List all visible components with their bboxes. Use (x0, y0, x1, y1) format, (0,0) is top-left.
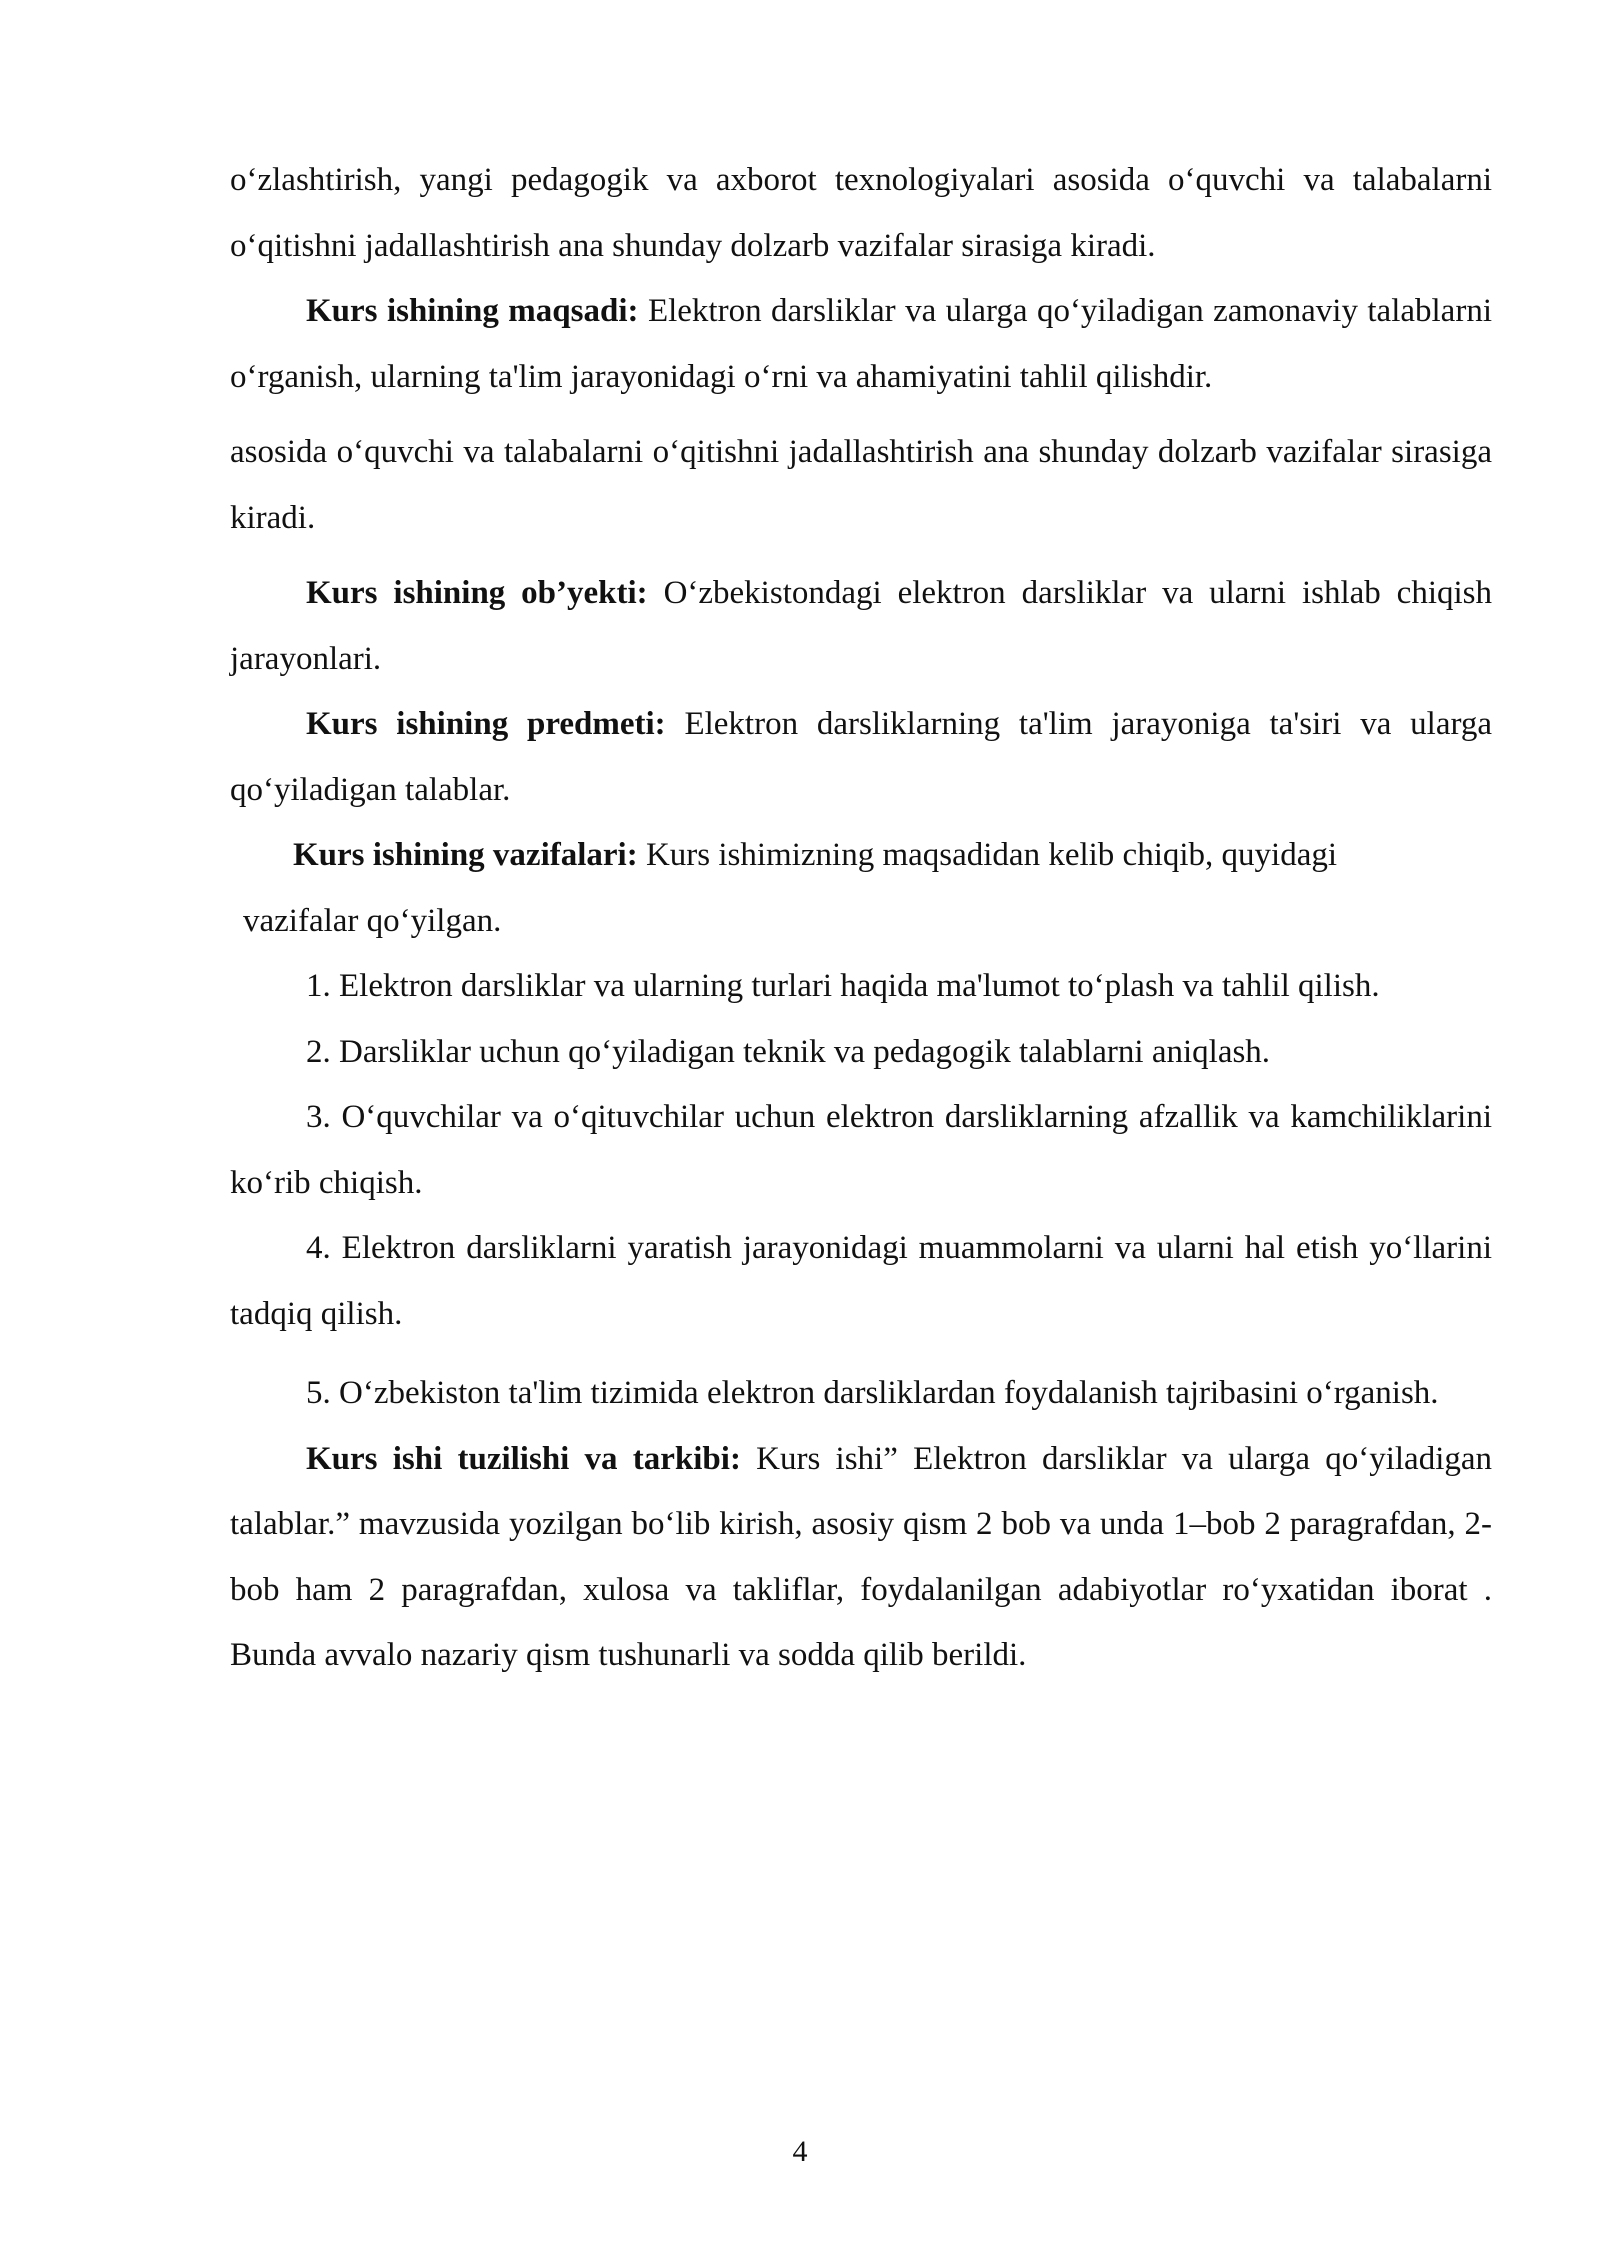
paragraph-goal (230, 279, 1492, 410)
paragraph-text: vazifalar qo‘yilgan. (243, 902, 502, 939)
paragraph-text: 2. Darsliklar uchun qo‘yiladigan teknik va pedagogik talablarni aniqlash. (306, 1033, 1271, 1070)
paragraph-tasks-line2 (230, 889, 1492, 955)
paragraph-subject (230, 692, 1492, 823)
paragraph-text: Kurs ishimizning maqsadidan kelib chiqib, quyidagi (637, 837, 1338, 873)
paragraph-heading: Kurs ishining predmeti: (306, 706, 666, 742)
task-item-3 (230, 1085, 1492, 1216)
page-number: 4 (792, 2135, 808, 2168)
task-item-2 (230, 1020, 1492, 1086)
paragraph-text: 4. Elektron darsliklarni yaratish jarayonidagi muammolarni va ularni hal etish yo‘llarini tadqiq qilish. (230, 1230, 1492, 1332)
paragraph-structure (230, 1427, 1492, 1689)
paragraph-repeated-fragment (230, 420, 1492, 551)
paragraph-tasks (230, 823, 1492, 889)
paragraph-text: asosida o‘quvchi va talabalarni o‘qitishni jadallashtirish ana shunday dolzarb vazifalar sirasiga kiradi. (230, 434, 1492, 536)
paragraph-heading: Kurs ishi tuzilishi va tarkibi: (306, 1440, 741, 1477)
paragraph-text: 3. O‘quvchilar va o‘qituvchilar uchun elektron darsliklarning afzallik va kamchiliklarini ko‘rib chiqish. (230, 1099, 1492, 1201)
paragraph-text: Elektron darsliklar va ularga qo‘yiladigan zamonaviy talablarni o‘rganish, ularning ta'lim jarayonidagi o‘rni va ahamiyatini tahlil qilishdir. (230, 293, 1492, 395)
paragraph-heading: Kurs ishining maqsadi: (306, 293, 639, 329)
paragraph-text: o‘zlashtirish, yangi pedagogik va axborot texnologiyalari asosida o‘quvchi va talabalarni o‘qitishni jadallashtirish ana shunday dolzarb vazifalar sirasiga kiradi. (230, 162, 1492, 264)
task-item-1 (230, 954, 1492, 1020)
paragraph-text: 1. Elektron darsliklar va ularning turlari haqida ma'lumot to‘plash va tahlil qilish. (306, 968, 1380, 1004)
task-item-5 (230, 1361, 1492, 1427)
paragraph-text: Kurs ishi” Elektron darsliklar va ularga qo‘yiladigan talablar.” mavzusida yozilgan bo‘lib kirish, asosiy qism 2 bob va unda 1–bob 2 paragrafdan, 2-bob ham 2 paragrafdan, xulosa va takliflar, foydalanilgan adabiyotlar ro‘yxatidan iborat . Bunda avvalo nazariy qism tushunarli va sodda qilib berildi. (230, 1440, 1493, 1673)
paragraph-text: 5. O‘zbekiston ta'lim tizimida elektron darsliklardan foydalanish tajribasini o‘rganish. (306, 1375, 1439, 1411)
paragraph-intro-continuation (230, 148, 1492, 279)
paragraph-heading: Kurs ishining ob’yekti: (306, 575, 648, 611)
paragraph-text: O‘zbekistondagi elektron darsliklar va ularni ishlab chiqish jarayonlari. (230, 575, 1492, 677)
paragraph-text: Elektron darsliklarning ta'lim jarayoniga ta'siri va ularga qo‘yiladigan talablar. (230, 706, 1493, 808)
document-body (230, 148, 1492, 1689)
paragraph-object (230, 561, 1492, 692)
paragraph-heading: Kurs ishining vazifalari: (293, 837, 638, 873)
task-item-4 (230, 1216, 1492, 1347)
